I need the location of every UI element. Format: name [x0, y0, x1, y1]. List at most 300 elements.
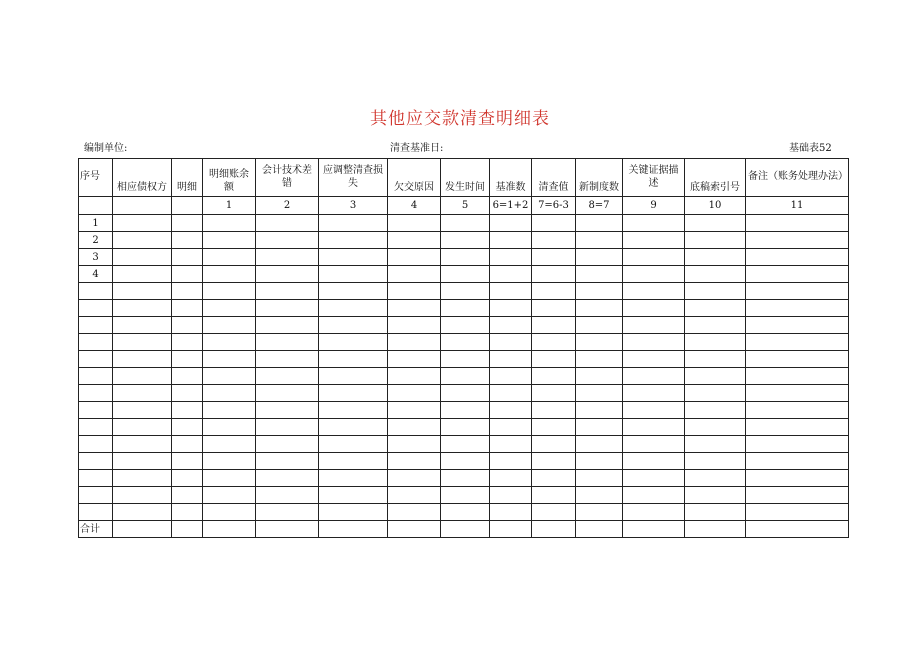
table-cell — [319, 249, 388, 266]
table-cell — [256, 385, 319, 402]
table-cell — [388, 521, 441, 538]
table-cell — [623, 402, 685, 419]
total-label: 合计 — [79, 521, 113, 538]
table-cell — [532, 385, 576, 402]
unit-label: 编制单位: — [84, 143, 128, 154]
table-cell — [319, 419, 388, 436]
table-cell — [576, 351, 623, 368]
table-cell — [319, 266, 388, 283]
empty-table-row — [79, 436, 849, 453]
empty-table-row — [79, 283, 849, 300]
empty-table-row — [79, 419, 849, 436]
table-cell — [441, 215, 490, 232]
table-cell — [388, 453, 441, 470]
table-cell — [490, 436, 532, 453]
table-cell — [441, 453, 490, 470]
table-cell — [576, 334, 623, 351]
table-cell — [388, 266, 441, 283]
table-cell — [623, 385, 685, 402]
table-cell — [172, 215, 203, 232]
table-cell — [532, 487, 576, 504]
table-cell — [746, 300, 849, 317]
table-cell — [388, 215, 441, 232]
table-cell — [685, 351, 746, 368]
table-cell — [623, 317, 685, 334]
table-cell — [388, 317, 441, 334]
table-cell — [532, 232, 576, 249]
table-cell — [172, 504, 203, 521]
header-cell: 清查值 — [532, 159, 576, 197]
table-cell — [79, 300, 113, 317]
table-cell — [79, 470, 113, 487]
table-cell — [441, 232, 490, 249]
table-cell — [388, 402, 441, 419]
table-cell — [532, 436, 576, 453]
table-cell — [441, 436, 490, 453]
table-cell — [685, 470, 746, 487]
table-cell — [203, 368, 256, 385]
form-code: 基础表52 — [789, 143, 832, 154]
table-cell — [685, 317, 746, 334]
table-cell — [172, 453, 203, 470]
empty-table-row — [79, 368, 849, 385]
table-cell — [319, 283, 388, 300]
table-cell — [576, 436, 623, 453]
table-cell — [685, 266, 746, 283]
table-cell — [441, 470, 490, 487]
table-row — [79, 266, 849, 283]
table-cell — [388, 283, 441, 300]
empty-table-row — [79, 470, 849, 487]
header-cell: 相应债权方 — [113, 159, 172, 197]
table-cell — [388, 334, 441, 351]
table-cell — [172, 402, 203, 419]
header-row — [79, 159, 849, 197]
table-cell — [576, 317, 623, 334]
table-cell — [441, 351, 490, 368]
table-cell — [746, 436, 849, 453]
table-cell — [113, 317, 172, 334]
table-cell — [490, 419, 532, 436]
table-cell — [685, 385, 746, 402]
table-cell — [623, 300, 685, 317]
table-cell — [532, 351, 576, 368]
table-cell — [685, 215, 746, 232]
table-cell — [203, 436, 256, 453]
table-cell — [172, 487, 203, 504]
row-number-cell: 3 — [79, 249, 113, 266]
column-number-cell: 5 — [441, 197, 490, 215]
column-number-cell: 9 — [623, 197, 685, 215]
column-number-cell: 3 — [319, 197, 388, 215]
table-cell — [576, 266, 623, 283]
table-cell — [685, 402, 746, 419]
table-cell — [623, 368, 685, 385]
table-cell — [172, 470, 203, 487]
table-cell — [388, 232, 441, 249]
table-cell — [576, 300, 623, 317]
table-cell — [113, 504, 172, 521]
table-cell — [203, 317, 256, 334]
table-cell — [388, 470, 441, 487]
table-cell — [319, 334, 388, 351]
table-cell — [256, 453, 319, 470]
table-cell — [490, 470, 532, 487]
table-cell — [490, 521, 532, 538]
table-cell — [685, 436, 746, 453]
table-cell — [576, 232, 623, 249]
table-cell — [256, 487, 319, 504]
header-cell: 底稿索引号 — [685, 159, 746, 197]
table-cell — [746, 453, 849, 470]
table-cell — [203, 283, 256, 300]
table-cell — [256, 470, 319, 487]
table-cell — [79, 504, 113, 521]
table-cell — [319, 385, 388, 402]
table-cell — [203, 215, 256, 232]
table-cell — [441, 249, 490, 266]
table-cell — [746, 283, 849, 300]
header-cell: 序号 — [79, 159, 113, 197]
table-cell — [490, 249, 532, 266]
header-cell: 应调整清查损失 — [319, 159, 388, 197]
column-number-cell — [79, 197, 113, 215]
table-cell — [490, 385, 532, 402]
empty-table-row — [79, 317, 849, 334]
table-cell — [441, 521, 490, 538]
table-cell — [685, 521, 746, 538]
column-number-cell: 1 — [203, 197, 256, 215]
table-cell — [113, 419, 172, 436]
table-cell — [79, 385, 113, 402]
empty-table-row — [79, 402, 849, 419]
table-cell — [256, 368, 319, 385]
table-cell — [319, 368, 388, 385]
table-cell — [256, 317, 319, 334]
table-cell — [441, 334, 490, 351]
table-cell — [319, 300, 388, 317]
table-cell — [256, 283, 319, 300]
table-cell — [388, 487, 441, 504]
empty-table-row — [79, 334, 849, 351]
table-cell — [490, 232, 532, 249]
detail-table — [78, 158, 849, 538]
table-cell — [685, 419, 746, 436]
column-number-cell: 7=6-3 — [532, 197, 576, 215]
table-cell — [441, 504, 490, 521]
table-cell — [203, 385, 256, 402]
header-cell: 明细账余额 — [203, 159, 256, 197]
table-cell — [172, 249, 203, 266]
table-cell — [746, 504, 849, 521]
table-cell — [203, 419, 256, 436]
table-cell — [746, 487, 849, 504]
table-cell — [532, 402, 576, 419]
table-cell — [490, 317, 532, 334]
table-cell — [746, 317, 849, 334]
table-cell — [172, 232, 203, 249]
table-cell — [256, 402, 319, 419]
table-cell — [113, 215, 172, 232]
table-cell — [319, 470, 388, 487]
table-cell — [490, 351, 532, 368]
table-cell — [319, 436, 388, 453]
table-cell — [441, 419, 490, 436]
table-cell — [256, 249, 319, 266]
column-number-cell: 4 — [388, 197, 441, 215]
header-cell: 会计技术差错 — [256, 159, 319, 197]
table-cell — [113, 300, 172, 317]
table-cell — [79, 436, 113, 453]
table-cell — [388, 249, 441, 266]
header-cell: 明细 — [172, 159, 203, 197]
empty-table-row — [79, 453, 849, 470]
table-cell — [490, 266, 532, 283]
column-number-row — [79, 197, 849, 215]
table-cell — [113, 487, 172, 504]
table-cell — [746, 521, 849, 538]
table-row — [79, 521, 849, 538]
empty-table-row — [79, 487, 849, 504]
header-cell: 关键证据描述 — [623, 159, 685, 197]
table-cell — [623, 266, 685, 283]
table-cell — [172, 266, 203, 283]
table-cell — [256, 521, 319, 538]
table-row — [79, 232, 849, 249]
table-cell — [203, 249, 256, 266]
table-cell — [113, 334, 172, 351]
table-cell — [388, 436, 441, 453]
table-cell — [623, 504, 685, 521]
column-number-cell: 8=7 — [576, 197, 623, 215]
empty-table-row — [79, 351, 849, 368]
table-cell — [319, 232, 388, 249]
table-cell — [532, 300, 576, 317]
table-cell — [532, 453, 576, 470]
table-cell — [388, 300, 441, 317]
table-cell — [388, 385, 441, 402]
table-cell — [79, 453, 113, 470]
table-cell — [388, 368, 441, 385]
table-cell — [685, 249, 746, 266]
table-cell — [490, 368, 532, 385]
table-cell — [532, 521, 576, 538]
table-cell — [685, 487, 746, 504]
table-cell — [113, 283, 172, 300]
table-cell — [576, 215, 623, 232]
table-cell — [685, 232, 746, 249]
table-cell — [532, 334, 576, 351]
table-cell — [746, 232, 849, 249]
column-number-cell — [172, 197, 203, 215]
table-cell — [319, 317, 388, 334]
row-number-cell: 2 — [79, 232, 113, 249]
table-cell — [746, 266, 849, 283]
table-cell — [623, 436, 685, 453]
table-cell — [203, 453, 256, 470]
table-cell — [576, 504, 623, 521]
table-cell — [746, 419, 849, 436]
column-number-cell: 11 — [746, 197, 849, 215]
table-cell — [532, 266, 576, 283]
table-row — [79, 215, 849, 232]
row-number-cell: 4 — [79, 266, 113, 283]
table-cell — [203, 402, 256, 419]
empty-table-row — [79, 300, 849, 317]
table-cell — [441, 266, 490, 283]
table-cell — [532, 317, 576, 334]
table-cell — [172, 351, 203, 368]
table-cell — [79, 283, 113, 300]
table-cell — [319, 504, 388, 521]
table-cell — [113, 368, 172, 385]
table-cell — [441, 385, 490, 402]
table-cell — [490, 334, 532, 351]
table-cell — [172, 317, 203, 334]
table-cell — [256, 300, 319, 317]
table-cell — [203, 300, 256, 317]
table-cell — [576, 368, 623, 385]
table-cell — [490, 504, 532, 521]
table-cell — [490, 300, 532, 317]
row-number-cell: 1 — [79, 215, 113, 232]
table-cell — [746, 470, 849, 487]
header-cell: 新制度数 — [576, 159, 623, 197]
table-cell — [532, 283, 576, 300]
table-cell — [256, 419, 319, 436]
table-cell — [746, 385, 849, 402]
table-cell — [256, 351, 319, 368]
table-cell — [576, 453, 623, 470]
table-cell — [319, 215, 388, 232]
column-number-cell — [113, 197, 172, 215]
table-cell — [388, 419, 441, 436]
table-cell — [441, 283, 490, 300]
table-cell — [172, 436, 203, 453]
table-cell — [113, 385, 172, 402]
table-cell — [532, 249, 576, 266]
table-cell — [113, 266, 172, 283]
table-cell — [172, 368, 203, 385]
table-cell — [576, 385, 623, 402]
column-number-cell: 10 — [685, 197, 746, 215]
table-cell — [256, 215, 319, 232]
table-cell — [685, 334, 746, 351]
table-cell — [441, 368, 490, 385]
table-cell — [623, 334, 685, 351]
table-cell — [256, 504, 319, 521]
table-cell — [113, 521, 172, 538]
table-cell — [79, 402, 113, 419]
table-cell — [623, 521, 685, 538]
table-cell — [490, 487, 532, 504]
table-cell — [172, 300, 203, 317]
table-cell — [532, 504, 576, 521]
table-cell — [203, 470, 256, 487]
table-cell — [532, 419, 576, 436]
table-cell — [319, 453, 388, 470]
empty-table-row — [79, 504, 849, 521]
table-cell — [441, 317, 490, 334]
table-cell — [746, 249, 849, 266]
empty-table-row — [79, 385, 849, 402]
date-label: 清查基准日: — [390, 143, 444, 154]
table-cell — [623, 487, 685, 504]
table-cell — [172, 419, 203, 436]
table-cell — [490, 283, 532, 300]
table-cell — [623, 419, 685, 436]
header-cell: 欠交原因 — [388, 159, 441, 197]
table-cell — [490, 402, 532, 419]
table-cell — [532, 215, 576, 232]
table-cell — [746, 368, 849, 385]
table-cell — [388, 351, 441, 368]
table-cell — [623, 232, 685, 249]
table-cell — [79, 368, 113, 385]
table-row — [79, 249, 849, 266]
table-cell — [441, 402, 490, 419]
table-cell — [441, 487, 490, 504]
table-cell — [113, 232, 172, 249]
table-cell — [623, 249, 685, 266]
table-cell — [172, 334, 203, 351]
table-cell — [623, 283, 685, 300]
table-cell — [256, 334, 319, 351]
table-cell — [685, 504, 746, 521]
table-cell — [79, 351, 113, 368]
table-cell — [319, 487, 388, 504]
table-cell — [79, 419, 113, 436]
table-cell — [746, 402, 849, 419]
table-cell — [172, 283, 203, 300]
table-cell — [576, 487, 623, 504]
table-cell — [203, 232, 256, 249]
table-cell — [79, 487, 113, 504]
table-cell — [113, 351, 172, 368]
table-cell — [79, 317, 113, 334]
header-cell: 基准数 — [490, 159, 532, 197]
table-cell — [203, 487, 256, 504]
page-title: 其他应交款清查明细表 — [370, 109, 550, 129]
table-cell — [490, 453, 532, 470]
table-cell — [746, 334, 849, 351]
table-cell — [532, 368, 576, 385]
table-cell — [746, 215, 849, 232]
header-cell: 发生时间 — [441, 159, 490, 197]
table-cell — [685, 283, 746, 300]
table-cell — [576, 283, 623, 300]
table-cell — [685, 453, 746, 470]
table-cell — [576, 470, 623, 487]
table-cell — [256, 232, 319, 249]
table-cell — [256, 436, 319, 453]
table-cell — [532, 470, 576, 487]
table-cell — [490, 215, 532, 232]
table-cell — [623, 215, 685, 232]
table-cell — [623, 470, 685, 487]
table-cell — [203, 351, 256, 368]
table-cell — [319, 521, 388, 538]
table-cell — [203, 266, 256, 283]
table-cell — [203, 504, 256, 521]
table-cell — [576, 402, 623, 419]
table-cell — [576, 521, 623, 538]
table-cell — [172, 385, 203, 402]
table-cell — [113, 453, 172, 470]
table-cell — [113, 249, 172, 266]
table-cell — [319, 402, 388, 419]
column-number-cell: 2 — [256, 197, 319, 215]
